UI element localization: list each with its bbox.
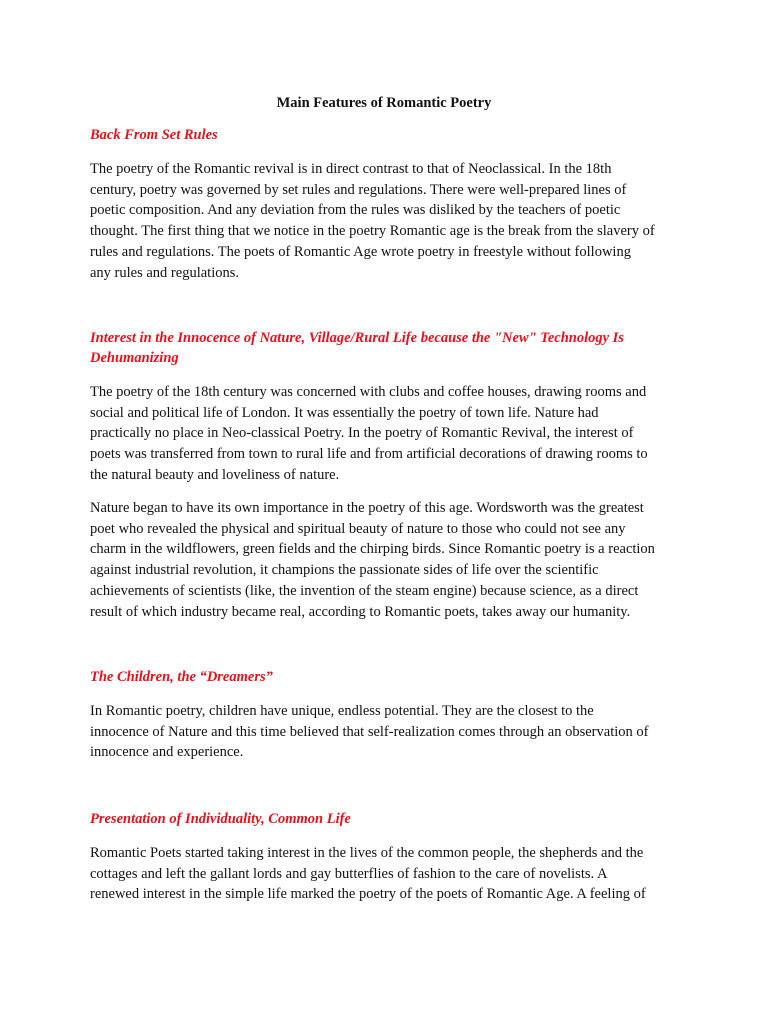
section-heading-back-from-set-rules <box>90 125 690 145</box>
paragraph-nature-importance <box>90 498 700 622</box>
heading-line: Presentation of Individuality, Common Life <box>90 811 351 827</box>
section-heading-nature <box>90 328 690 368</box>
heading-line: Dehumanizing <box>90 350 179 366</box>
paragraph-set-rules <box>90 159 700 283</box>
text-line: achievements of scientists (like, the invention of the steam engine) because science, as a direct <box>90 582 639 599</box>
text-line: innocence of Nature and this time believed that self-realization comes through an observation of <box>90 723 649 740</box>
text-line: renewed interest in the simple life marked the poetry of the poets of Romantic Age. A feeling of <box>90 886 646 903</box>
text-line: cottages and left the gallant lords and gay butterflies of fashion to the care of novelists. A <box>90 865 608 882</box>
text-line: century, poetry was governed by set rules and regulations. There were well-prepared lines of <box>90 181 627 198</box>
text-line: rules and regulations. The poets of Romantic Age wrote poetry in freestyle without following <box>90 243 631 260</box>
text-line: practically no place in Neo-classical Poetry. In the poetry of Romantic Revival, the interest of <box>90 425 634 442</box>
text-line: The poetry of the Romantic revival is in direct contrast to that of Neoclassical. In the 18th <box>90 161 612 177</box>
text-line: Nature began to have its own importance in the poetry of this age. Wordsworth was the greatest <box>90 500 644 516</box>
heading-line: The Children, the “Dreamers” <box>90 669 273 685</box>
text-line: social and political life of London. It was essentially the poetry of town life. Nature had <box>90 404 599 421</box>
text-line: against industrial revolution, it champions the passionate sides of life over the scientific <box>90 562 599 579</box>
text-line: thought. The first thing that we notice in the poetry Romantic age is the break from the slavery of <box>90 223 655 240</box>
paragraph-town-life <box>90 382 700 486</box>
heading-line: Interest in the Innocence of Nature, Village/Rural Life because the "New" Technology Is <box>90 330 624 346</box>
text-line: Romantic Poets started taking interest in the lives of the common people, the shepherds and the <box>90 845 644 861</box>
text-line: result of which industry became real, according to Romantic poets, takes away our humanity. <box>90 603 631 620</box>
heading-line: Back From Set Rules <box>90 127 218 143</box>
section-heading-individuality <box>90 809 690 829</box>
text-line: In Romantic poetry, children have unique, endless potential. They are the closest to the <box>90 703 594 719</box>
text-line: any rules and regulations. <box>90 264 239 281</box>
text-line: poetic composition. And any deviation from the rules was disliked by the teachers of poetic <box>90 202 621 219</box>
text-line: the natural beauty and loveliness of nature. <box>90 466 340 483</box>
section-heading-children <box>90 667 690 687</box>
text-line: innocence and experience. <box>90 744 244 761</box>
text-line: charm in the wildflowers, green fields and the chirping birds. Since Romantic poetry is a reaction <box>90 541 655 558</box>
page-title: Main Features of Romantic Poetry <box>276 95 492 111</box>
text-line: poet who revealed the physical and spiritual beauty of nature to those who could not see any <box>90 520 626 537</box>
paragraph-children <box>90 701 700 763</box>
text-line: The poetry of the 18th century was concerned with clubs and coffee houses, drawing rooms and <box>90 384 647 400</box>
paragraph-common-life <box>90 843 700 905</box>
text-line: poets was transferred from town to rural life and from artificial decorations of drawing rooms to <box>90 446 648 463</box>
